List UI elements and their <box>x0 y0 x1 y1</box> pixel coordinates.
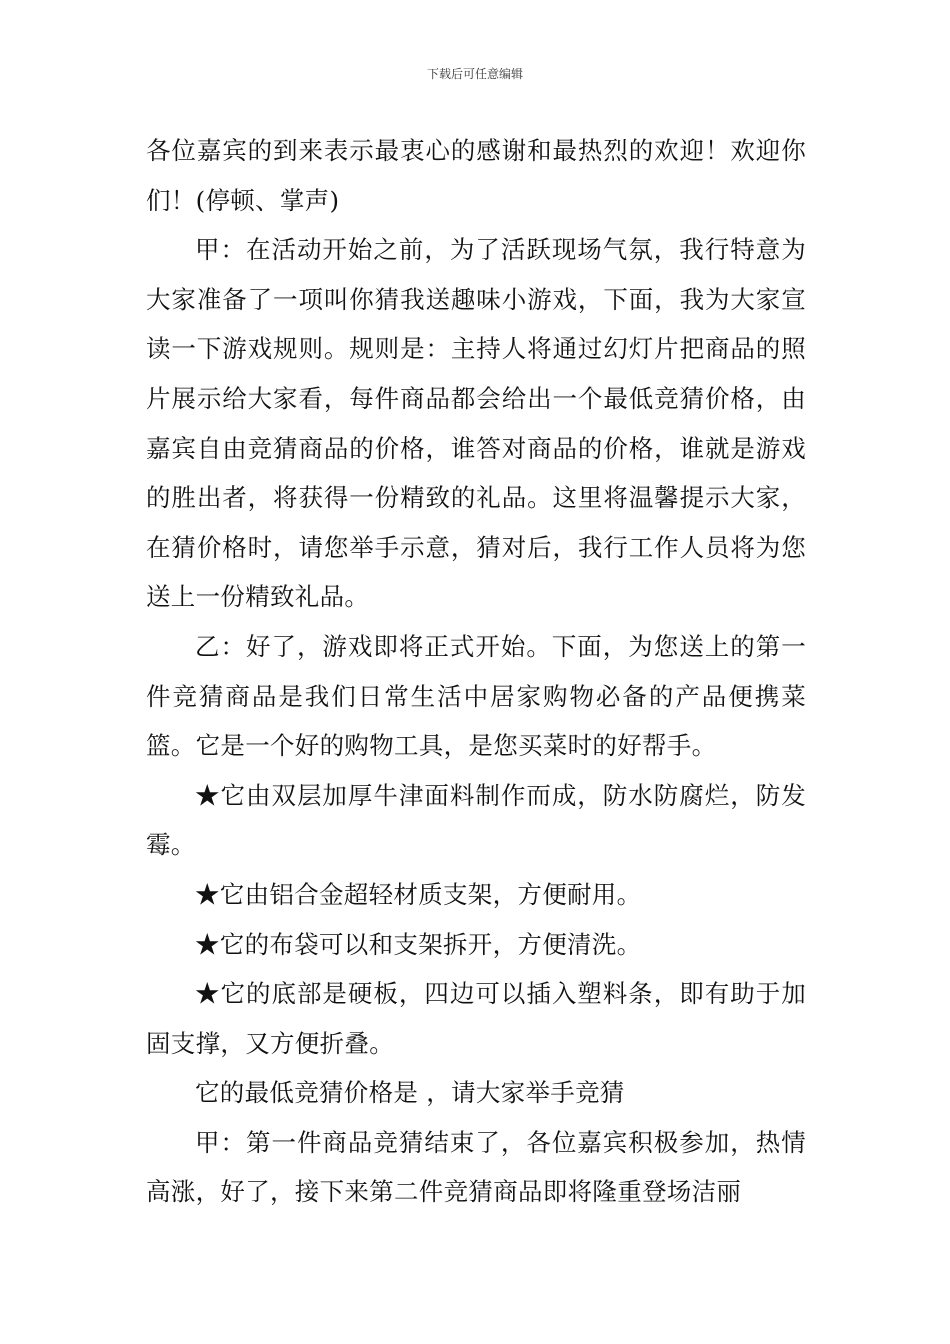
paragraph-1: 各位嘉宾的到来表示最衷心的感谢和最热烈的欢迎！欢迎你们！(停顿、掌声) <box>146 136 806 215</box>
paragraph-5: ★它由铝合金超轻材质支架，方便耐用。 <box>195 879 642 909</box>
paragraph-3: 乙：好了，游戏即将正式开始。下面，为您送上的第一件竞猜商品是我们日常生活中居家购物必备的产品便携菜篮。它是一个好的购物工具，是您买菜时的好帮手。 <box>146 631 806 761</box>
paragraph-9: 甲：第一件商品竞猜结束了，各位嘉宾积极参加，热情高涨，好了，接下来第二件竞猜商品即将隆重登场洁丽 <box>146 1127 806 1207</box>
page-header: 下载后可任意编辑 <box>426 67 523 81</box>
paragraph-2: 甲：在活动开始之前，为了活跃现场气氛，我行特意为大家准备了一项叫你猜我送趣味小游戏，下面，我为大家宣读一下游戏规则。规则是：主持人将通过幻灯片把商品的照片展示给大家看，每件商品都会给出一个最低竞猜价格，由嘉宾自由竞猜商品的价格，谁答对商品的价格，谁就是游戏的胜出者，将获得一份精致的礼品。这里将温馨提示大家，在猜价格时，请您举手示意，猜对后，我行工作人员将为您送上一份精致礼品。 <box>146 235 806 612</box>
paragraph-4: ★它由双层加厚牛津面料制作而成，防水防腐烂，防发霉。 <box>146 780 806 860</box>
paragraph-8: 它的最低竞猜价格是 ，请大家举手竞猜 <box>195 1078 625 1108</box>
paragraph-7: ★它的底部是硬板，四边可以插入塑料条，即有助于加固支撑，又方便折叠。 <box>146 979 806 1058</box>
paragraph-6: ★它的布袋可以和支架拆开，方便清洗。 <box>195 929 642 959</box>
document-body <box>146 126 806 1217</box>
